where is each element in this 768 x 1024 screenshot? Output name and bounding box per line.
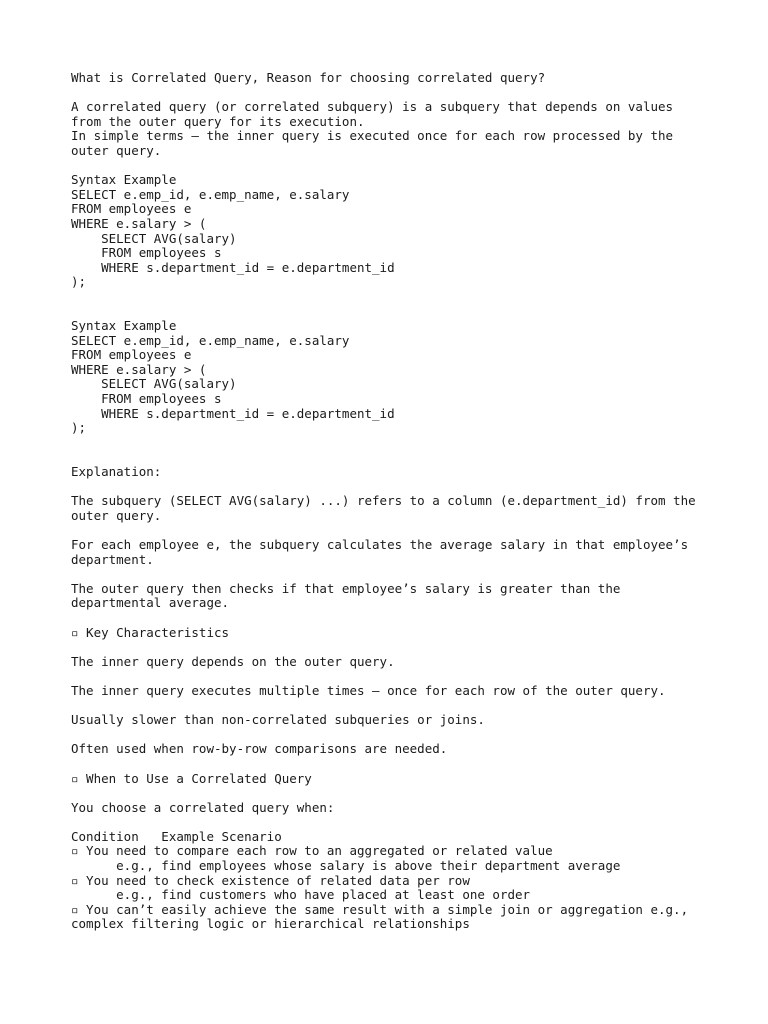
table-row: e.g., find customers who have placed at least one order — [71, 887, 531, 903]
explanation-line: department. — [71, 551, 154, 567]
document-title: What is Correlated Query, Reason for choosing correlated query? — [71, 70, 546, 85]
key-characteristic-item: Usually slower than non-correlated subqueries or joins. — [71, 712, 485, 728]
code-line: WHERE s.department_id = e.department_id — [71, 405, 395, 421]
table-row: complex filtering logic or hierarchical relationships — [71, 916, 470, 932]
code-line: WHERE e.salary > ( — [71, 215, 207, 231]
intro-line: outer query. — [71, 142, 162, 158]
explanation-line: outer query. — [71, 507, 162, 523]
explanation-heading: Explanation: — [71, 464, 162, 480]
table-row: ▫ You can’t easily achieve the same result with a simple join or aggregation e.g., — [71, 901, 689, 917]
syntax-example-label: Syntax Example — [71, 172, 177, 188]
code-line: FROM employees e — [71, 347, 192, 363]
code-line: SELECT e.emp_id, e.emp_name, e.salary — [71, 332, 350, 348]
when-to-use-heading: ▫ When to Use a Correlated Query — [71, 770, 312, 786]
key-characteristic-item: The inner query executes multiple times — once for each row of the outer query. — [71, 682, 666, 698]
code-line: SELECT AVG(salary) — [71, 230, 237, 246]
code-line: FROM employees e — [71, 201, 192, 217]
code-line: ); — [71, 274, 87, 290]
key-characteristics-heading: ▫ Key Characteristics — [71, 624, 230, 640]
explanation-line: The subquery (SELECT AVG(salary) ...) refers to a column (e.department_id) from the — [71, 493, 696, 509]
code-line: FROM employees s — [71, 391, 222, 407]
table-header: Condition Example Scenario — [71, 828, 282, 844]
table-row: ▫ You need to check existence of related data per row — [71, 872, 470, 888]
code-line: SELECT AVG(salary) — [71, 376, 237, 392]
table-row: ▫ You need to compare each row to an aggregated or related value — [71, 843, 553, 859]
when-to-use-intro: You choose a correlated query when: — [71, 799, 335, 815]
intro-line: In simple terms — the inner query is executed once for each row processed by the — [71, 128, 674, 144]
intro-line: A correlated query (or correlated subquery) is a subquery that depends on values — [71, 99, 674, 115]
code-line: ); — [71, 420, 87, 436]
document-page — [71, 71, 711, 932]
code-line: FROM employees s — [71, 245, 222, 261]
explanation-line: The outer query then checks if that employee’s salary is greater than the — [71, 580, 621, 596]
code-line: WHERE e.salary > ( — [71, 361, 207, 377]
code-line: WHERE s.department_id = e.department_id — [71, 259, 395, 275]
intro-line: from the outer query for its execution. — [71, 113, 365, 129]
syntax-example-label: Syntax Example — [71, 318, 177, 334]
table-row: e.g., find employees whose salary is above their department average — [71, 858, 621, 874]
code-line: SELECT e.emp_id, e.emp_name, e.salary — [71, 186, 350, 202]
explanation-line: departmental average. — [71, 595, 230, 611]
key-characteristic-item: The inner query depends on the outer query. — [71, 653, 395, 669]
explanation-line: For each employee e, the subquery calculates the average salary in that employee’s — [71, 537, 689, 552]
key-characteristic-item: Often used when row-by-row comparisons are needed. — [71, 741, 448, 757]
